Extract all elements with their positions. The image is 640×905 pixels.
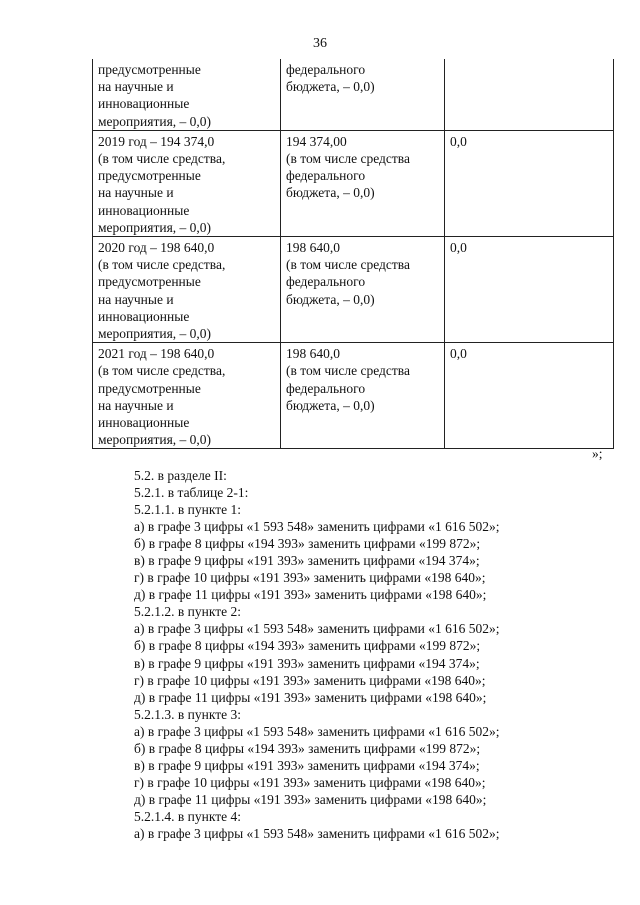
cell-line: мероприятия, – 0,0): [98, 219, 212, 235]
cell-line: бюджета, – 0,0): [286, 397, 375, 413]
instruction-line: д) в графе 11 цифры «191 393» заменить цифрами «198 640»;: [134, 791, 487, 807]
table-cell-other: [445, 130, 614, 236]
table-cell-period: [93, 130, 281, 236]
instruction-line: б) в графе 8 цифры «194 393» заменить цифрами «199 872»;: [134, 740, 481, 756]
page-number: 36: [313, 36, 327, 51]
instruction-line: д) в графе 11 цифры «191 393» заменить цифрами «198 640»;: [134, 587, 487, 603]
table-cell-other: [445, 237, 614, 343]
table-row: [93, 59, 614, 130]
cell-line: инновационные: [98, 202, 190, 218]
table-cell-period: [93, 237, 281, 343]
table-cell-other: [445, 343, 614, 449]
instruction-line: а) в графе 3 цифры «1 593 548» заменить цифрами «1 616 502»;: [134, 825, 500, 841]
cell-line: бюджета, – 0,0): [286, 79, 375, 95]
cell-line: 198 640,0: [286, 346, 340, 362]
table-cell-other: [445, 59, 614, 130]
cell-line: на научные и: [98, 185, 174, 201]
cell-line: федерального: [286, 168, 366, 184]
instruction-line: 5.2.1.4. в пункте 4:: [134, 808, 241, 824]
cell-line: на научные и: [98, 397, 174, 413]
instruction-line: 5.2. в разделе II:: [134, 468, 227, 483]
cell-line: 194 374,00: [286, 133, 347, 149]
instruction-line: 5.2.1.3. в пункте 3:: [134, 706, 241, 722]
cell-line: (в том числе средства: [286, 363, 410, 379]
instruction-line: г) в графе 10 цифры «191 393» заменить цифрами «198 640»;: [134, 774, 486, 790]
cell-line: предусмотренные: [98, 380, 201, 396]
cell-line: на научные и: [98, 79, 174, 95]
table-cell-federal: [281, 130, 445, 236]
cell-line: инновационные: [98, 415, 190, 431]
instruction-line: 5.2.1.1. в пункте 1:: [134, 502, 241, 518]
table-cell-period: [93, 343, 281, 449]
table-cell-federal: [281, 59, 445, 130]
instruction-line: а) в графе 3 цифры «1 593 548» заменить цифрами «1 616 502»;: [134, 723, 500, 739]
cell-line: 198 640,0: [286, 240, 340, 256]
table-closing-quote: »;: [592, 446, 603, 461]
instruction-line: а) в графе 3 цифры «1 593 548» заменить цифрами «1 616 502»;: [134, 519, 500, 535]
cell-line: (в том числе средства: [286, 151, 410, 167]
table-row: [93, 343, 614, 449]
cell-line: 0,0: [450, 240, 467, 256]
instruction-line: в) в графе 9 цифры «191 393» заменить цифрами «194 374»;: [134, 553, 480, 569]
instruction-line: г) в графе 10 цифры «191 393» заменить цифрами «198 640»;: [134, 672, 486, 688]
cell-line: (в том числе средства,: [98, 363, 226, 379]
cell-line: федерального: [286, 62, 366, 77]
amendment-instructions: [134, 467, 614, 842]
instruction-line: 5.2.1.2. в пункте 2:: [134, 604, 241, 620]
cell-line: 2021 год – 198 640,0: [98, 346, 215, 362]
cell-line: предусмотренные: [98, 168, 201, 184]
cell-line: 2019 год – 194 374,0: [98, 133, 215, 149]
cell-line: на научные и: [98, 291, 174, 307]
instruction-line: в) в графе 9 цифры «191 393» заменить цифрами «194 374»;: [134, 655, 480, 671]
instruction-line: б) в графе 8 цифры «194 393» заменить цифрами «199 872»;: [134, 638, 481, 654]
cell-line: инновационные: [98, 96, 190, 112]
cell-line: инновационные: [98, 308, 190, 324]
cell-line: мероприятия, – 0,0): [98, 113, 212, 129]
instruction-line: 5.2.1. в таблице 2-1:: [134, 485, 249, 501]
table-cell-period: [93, 59, 281, 130]
instruction-line: г) в графе 10 цифры «191 393» заменить цифрами «198 640»;: [134, 570, 486, 586]
instruction-line: д) в графе 11 цифры «191 393» заменить цифрами «198 640»;: [134, 689, 487, 705]
cell-line: 0,0: [450, 346, 467, 362]
table-cell-federal: [281, 237, 445, 343]
table-row: [93, 130, 614, 236]
cell-line: предусмотренные: [98, 274, 201, 290]
cell-line: федерального: [286, 274, 366, 290]
table-row: [93, 237, 614, 343]
cell-line: бюджета, – 0,0): [286, 185, 375, 201]
cell-line: мероприятия, – 0,0): [98, 326, 212, 342]
cell-line: (в том числе средства,: [98, 151, 226, 167]
budget-table: [92, 59, 614, 449]
cell-line: предусмотренные: [98, 62, 201, 77]
cell-line: 2020 год – 198 640,0: [98, 240, 215, 256]
budget-table-body: [93, 59, 614, 449]
cell-line: (в том числе средства: [286, 257, 410, 273]
instruction-line: в) в графе 9 цифры «191 393» заменить цифрами «194 374»;: [134, 757, 480, 773]
cell-line: 0,0: [450, 133, 467, 149]
instruction-line: б) в графе 8 цифры «194 393» заменить цифрами «199 872»;: [134, 536, 481, 552]
cell-line: федерального: [286, 380, 366, 396]
cell-line: (в том числе средства,: [98, 257, 226, 273]
table-cell-federal: [281, 343, 445, 449]
cell-line: мероприятия, – 0,0): [98, 432, 212, 448]
instruction-line: а) в графе 3 цифры «1 593 548» заменить цифрами «1 616 502»;: [134, 621, 500, 637]
cell-line: бюджета, – 0,0): [286, 291, 375, 307]
